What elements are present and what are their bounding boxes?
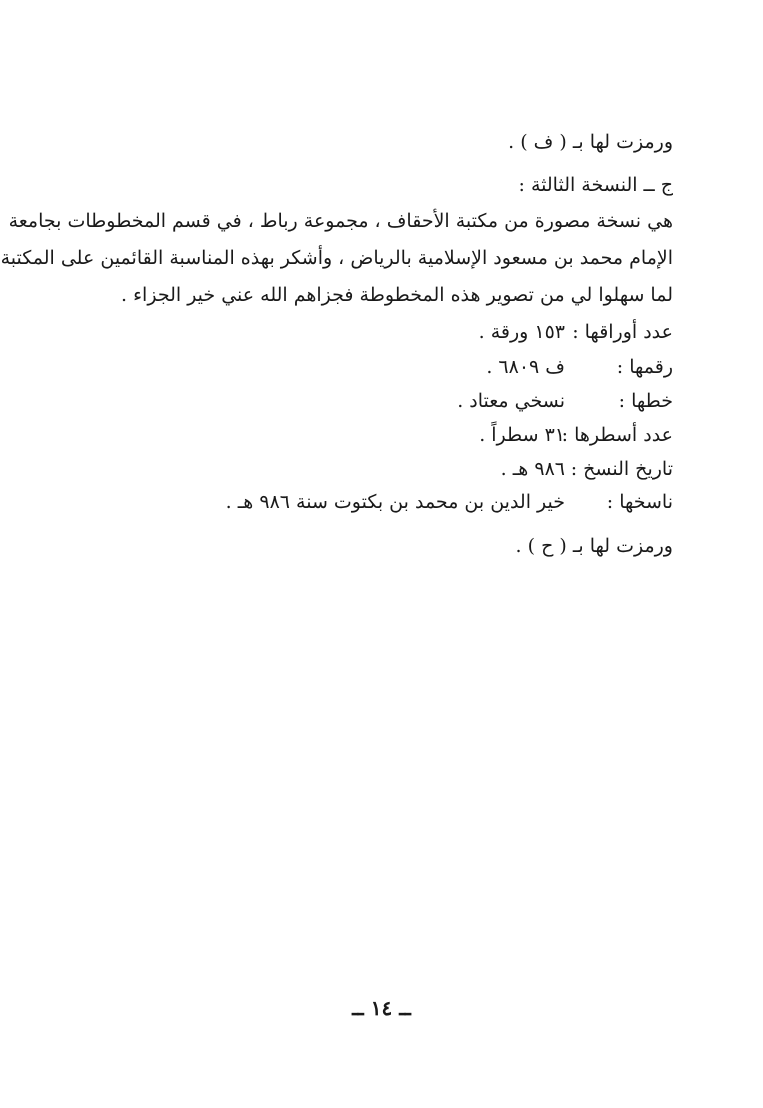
detail-row-copy-date bbox=[501, 455, 673, 483]
detail-value: ف ٦٨٠٩ . bbox=[486, 356, 565, 378]
detail-value: نسخي معتاد . bbox=[457, 390, 565, 412]
symbol-h-line: ورمزت لها بـ ( ح ) . bbox=[515, 535, 673, 557]
detail-value: ٣١ سطراً . bbox=[479, 424, 565, 446]
detail-label: رقمها : bbox=[616, 356, 673, 378]
detail-label: خطها : bbox=[618, 390, 673, 412]
section-heading-c: ج ــ النسخة الثالثة : bbox=[518, 174, 673, 196]
detail-value: ٩٨٦ هـ . bbox=[500, 458, 565, 480]
paragraph-line: الإمام محمد بن مسعود الإسلامية بالرياض ، وأشكر بهذه المناسبة القائمين على المكتبة bbox=[0, 247, 673, 269]
detail-label: عدد أسطرها : bbox=[561, 424, 673, 446]
detail-row-number bbox=[486, 353, 673, 381]
page-number: ــ ١٤ ــ bbox=[352, 996, 411, 1020]
detail-row-lines bbox=[479, 421, 673, 449]
paragraph-line: لما سهلوا لي من تصوير هذه المخطوطة فجزاهم الله عني خير الجزاء . bbox=[121, 284, 673, 306]
description-paragraph bbox=[0, 203, 673, 314]
detail-row-script bbox=[457, 387, 673, 415]
detail-value: ١٥٣ ورقة . bbox=[478, 321, 565, 343]
paragraph-line: هي نسخة مصورة من مكتبة الأحقاف ، مجموعة رباط ، في قسم المخطوطات بجامعة bbox=[8, 210, 673, 232]
symbol-f-line: ورمزت لها بـ ( ف ) . bbox=[508, 131, 673, 153]
detail-label: تاريخ النسخ : bbox=[570, 458, 673, 480]
detail-row-pages bbox=[479, 318, 673, 346]
detail-label: عدد أوراقها : bbox=[572, 321, 673, 343]
detail-label: ناسخها : bbox=[606, 491, 673, 513]
detail-value: خير الدين بن محمد بن بكتوت سنة ٩٨٦ هـ . bbox=[225, 491, 565, 513]
detail-row-copyist bbox=[226, 488, 673, 516]
